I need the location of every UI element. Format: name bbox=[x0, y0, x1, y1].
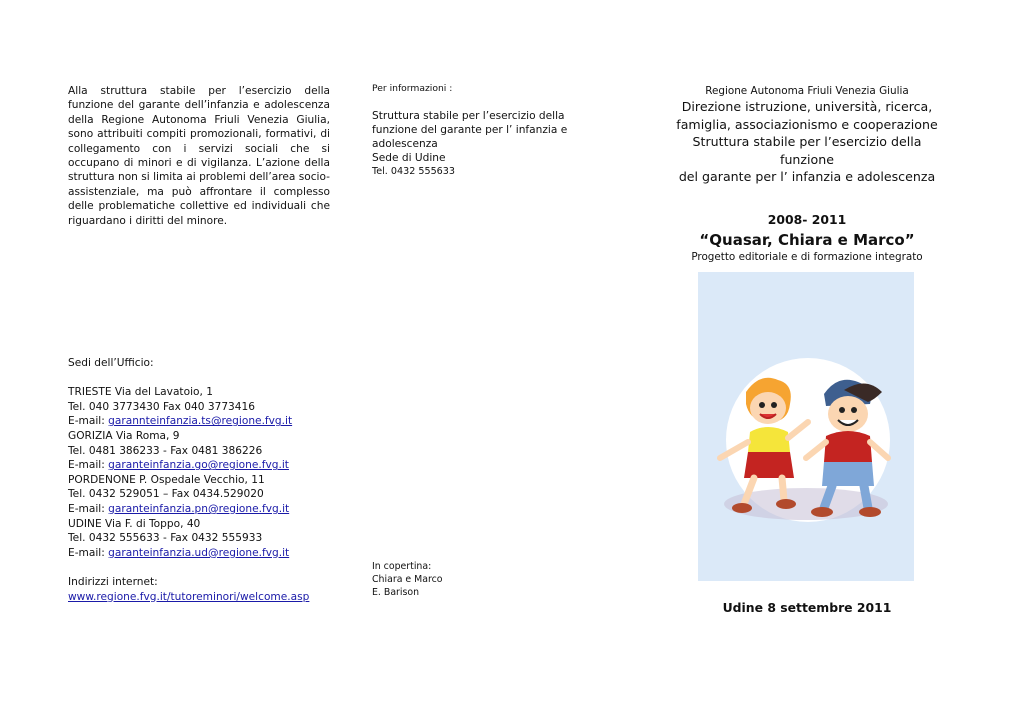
left-column bbox=[68, 84, 330, 228]
office-email-line bbox=[68, 502, 338, 517]
cover-author: E. Barison bbox=[372, 587, 420, 599]
project-years: 2008- 2011 bbox=[767, 211, 847, 227]
direction-line: Struttura stabile per l’esercizio della funzione bbox=[692, 134, 922, 167]
offices-section bbox=[68, 356, 338, 604]
office-phone: Tel. 0432 555633 - Fax 0432 555933 bbox=[68, 532, 263, 545]
cover-label: In copertina: bbox=[372, 561, 432, 572]
direction-line: famiglia, associazionismo e cooperazione bbox=[676, 116, 938, 132]
middle-column bbox=[372, 82, 607, 179]
info-tel: Tel. 0432 555633 bbox=[372, 166, 455, 177]
office-email-line bbox=[68, 458, 338, 473]
children-illustration bbox=[698, 272, 914, 581]
event-date: Udine 8 settembre 2011 bbox=[722, 600, 892, 615]
office-city: GORIZIA Via Roma, 9 bbox=[68, 429, 180, 442]
cover-credit bbox=[372, 560, 512, 600]
email-link-trieste[interactable]: garannteinfanzia.ts@regione.fvg.it bbox=[108, 415, 293, 428]
email-label: E-mail: bbox=[68, 546, 109, 559]
info-text: Struttura stabile per l’esercizio della funzione del garante per l’ infanzia e adolescenza bbox=[372, 110, 568, 150]
office-email-line bbox=[68, 414, 338, 429]
office-email-line bbox=[68, 546, 338, 561]
office-city: PORDENONE P. Ospedale Vecchio, 11 bbox=[68, 473, 265, 486]
info-seat: Sede di Udine bbox=[372, 152, 446, 164]
right-column bbox=[672, 84, 942, 264]
office-phone: Tel. 0432 529051 – Fax 0434.529020 bbox=[68, 488, 264, 501]
intro-paragraph: Alla struttura stabile per l’esercizio della funzione del garante dell’infanzia e adolescenza della Regione Autonoma Friuli Venezia Giulia, sono attribuiti compiti promozionali, formativi, di collegamento con i servizi sociali che si occupano di minori e di vigilanza. L’azione della struttura non si limita ai problemi dell’area socio-assistenziale, ma può affrontare il complesso delle problematiche collettive ed individuali che riguardano i diritti del minore. bbox=[68, 85, 330, 227]
region-name: Regione Autonoma Friuli Venezia Giulia bbox=[705, 85, 909, 97]
office-city: TRIESTE Via del Lavatoio, 1 bbox=[68, 386, 213, 399]
office-phone: Tel. 040 3773430 Fax 040 3773416 bbox=[68, 400, 256, 413]
cover-illustration bbox=[698, 272, 914, 581]
project-subtitle: Progetto editoriale e di formazione integrato bbox=[691, 250, 923, 263]
web-link[interactable]: www.regione.fvg.it/tutoreminori/welcome.asp bbox=[68, 590, 310, 603]
email-link-udine[interactable]: garanteinfanzia.ud@regione.fvg.it bbox=[108, 546, 290, 559]
email-link-pordenone[interactable]: garanteinfanzia.pn@regione.fvg.it bbox=[108, 502, 290, 515]
email-label: E-mail: bbox=[68, 459, 109, 472]
email-link-gorizia[interactable]: garanteinfanzia.go@regione.fvg.it bbox=[108, 459, 289, 472]
office-phone: Tel. 0481 386233 - Fax 0481 386226 bbox=[68, 444, 263, 457]
web-label: Indirizzi internet: bbox=[68, 575, 158, 588]
office-city: UDINE Via F. di Toppo, 40 bbox=[68, 517, 201, 530]
email-label: E-mail: bbox=[68, 502, 109, 515]
direction-line: del garante per l’ infanzia e adolescenza bbox=[678, 169, 936, 185]
info-heading: Per informazioni : bbox=[372, 83, 453, 94]
direction-line: Direzione istruzione, università, ricerca, bbox=[681, 99, 933, 114]
sedi-heading: Sedi dell’Ufficio: bbox=[68, 357, 154, 369]
project-title: “Quasar, Chiara e Marco” bbox=[699, 230, 915, 249]
email-label: E-mail: bbox=[68, 415, 109, 428]
cover-names: Chiara e Marco bbox=[372, 574, 443, 586]
